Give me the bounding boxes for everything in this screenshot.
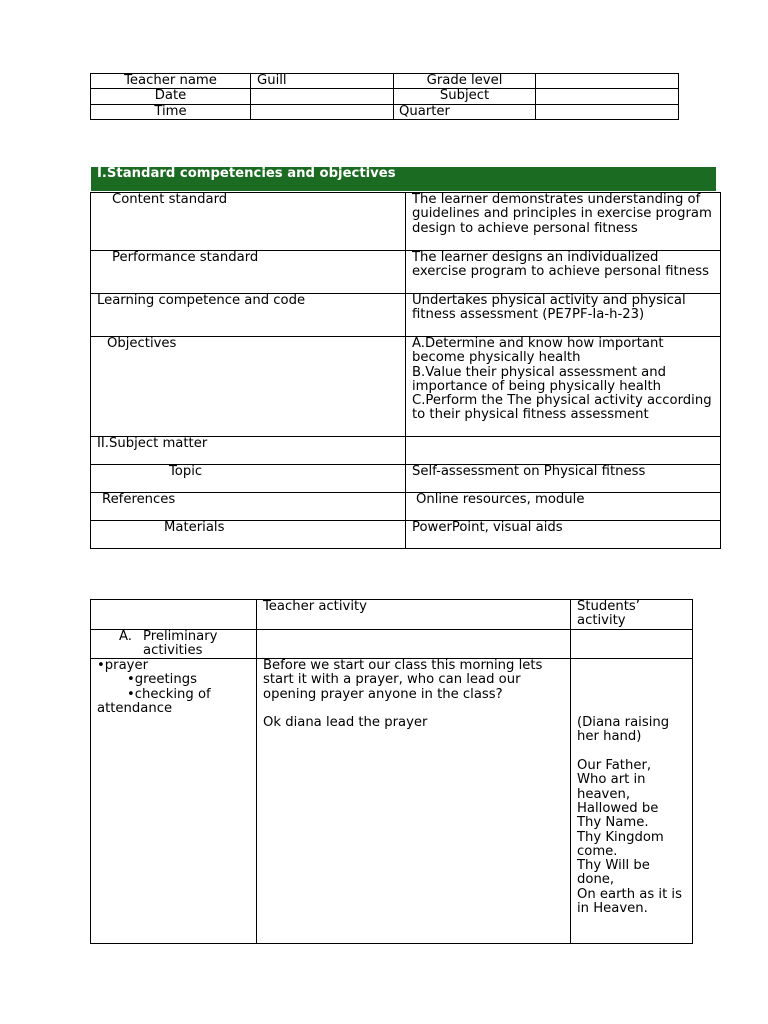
subject-value [536,89,679,104]
subject-matter-value [406,437,721,465]
learning-competence-value: Undertakes physical activity and physical fitness assessment (PE7PF-Ia-h-23) [406,294,721,337]
content-standard-label: Content standard [91,193,406,251]
teacher-name-value: Guill [251,74,394,89]
activities-table [90,599,693,944]
learning-competence-label: Learning competence and code [91,294,406,337]
list-item-attendance: •checking of [127,686,211,702]
materials-value: PowerPoint, visual aids [406,521,721,549]
subject-matter-label: II.Subject matter [91,437,406,465]
topic-value: Self-assessment on Physical fitness [406,465,721,493]
materials-label: Materials [91,521,406,549]
quarter-value [536,104,679,119]
content-standard-value: The learner demonstrates understanding of guidelines and principles in exercise program design to achieve personal fitness [406,193,721,251]
student-prayer-text: Our Father, Who art in heaven, Hallowed be Thy Name. Thy Kingdom come. Thy Will be done, On earth as it is in Heaven. [577,758,682,917]
list-item-attendance-cont: attendance [97,701,173,717]
grade-level-value [536,74,679,89]
list-item-greetings: •greetings [127,672,197,688]
teacher-lead-prayer: Ok diana lead the prayer [263,715,428,731]
section-title-banner: I.Standard competencies and objectives [91,167,716,191]
teacher-activity-cell [257,659,571,944]
header-table [90,73,679,120]
student-activity-cell [571,659,693,944]
objective-a: A.Determine and know how important become physically health [412,336,664,366]
teacher-prayer-prompt: Before we start our class this morning lets start it with a prayer, who can lead our opening prayer anyone in the class? [263,658,543,702]
preliminary-students-cell [571,629,693,659]
objectives-value [406,337,721,437]
standards-table [90,192,721,549]
objective-b: B.Value their physical assessment and importance of being physically health [412,364,666,394]
students-activity-header: Students’ activity [571,600,693,630]
preliminary-teacher-cell [257,629,571,659]
topic-label: Topic [91,465,406,493]
teacher-activity-header: Teacher activity [257,600,571,630]
list-item-prayer: •prayer [97,658,148,674]
activities-empty-header [91,600,257,630]
references-label: References [91,493,406,521]
time-label: Time [91,104,251,119]
grade-level-label: Grade level [394,74,536,89]
preliminary-marker: A. [119,628,132,644]
quarter-label: Quarter [394,104,536,119]
activity-items-cell [91,659,257,944]
objective-c: C.Perform the The physical activity according to their physical fitness assessment [412,393,712,423]
time-value [251,104,394,119]
performance-standard-value: The learner designs an individualized exercise program to achieve personal fitness [406,251,721,294]
date-label: Date [91,89,251,104]
student-raise-hand: (Diana raising her hand) [577,715,670,745]
references-value: Online resources, module [406,493,721,521]
date-value [251,89,394,104]
subject-label: Subject [394,89,536,104]
teacher-name-label: Teacher name [91,74,251,89]
performance-standard-label: Performance standard [91,251,406,294]
preliminary-activities-label [91,629,257,659]
objectives-label: Objectives [91,337,406,437]
preliminary-text: Preliminary activities [143,628,218,658]
